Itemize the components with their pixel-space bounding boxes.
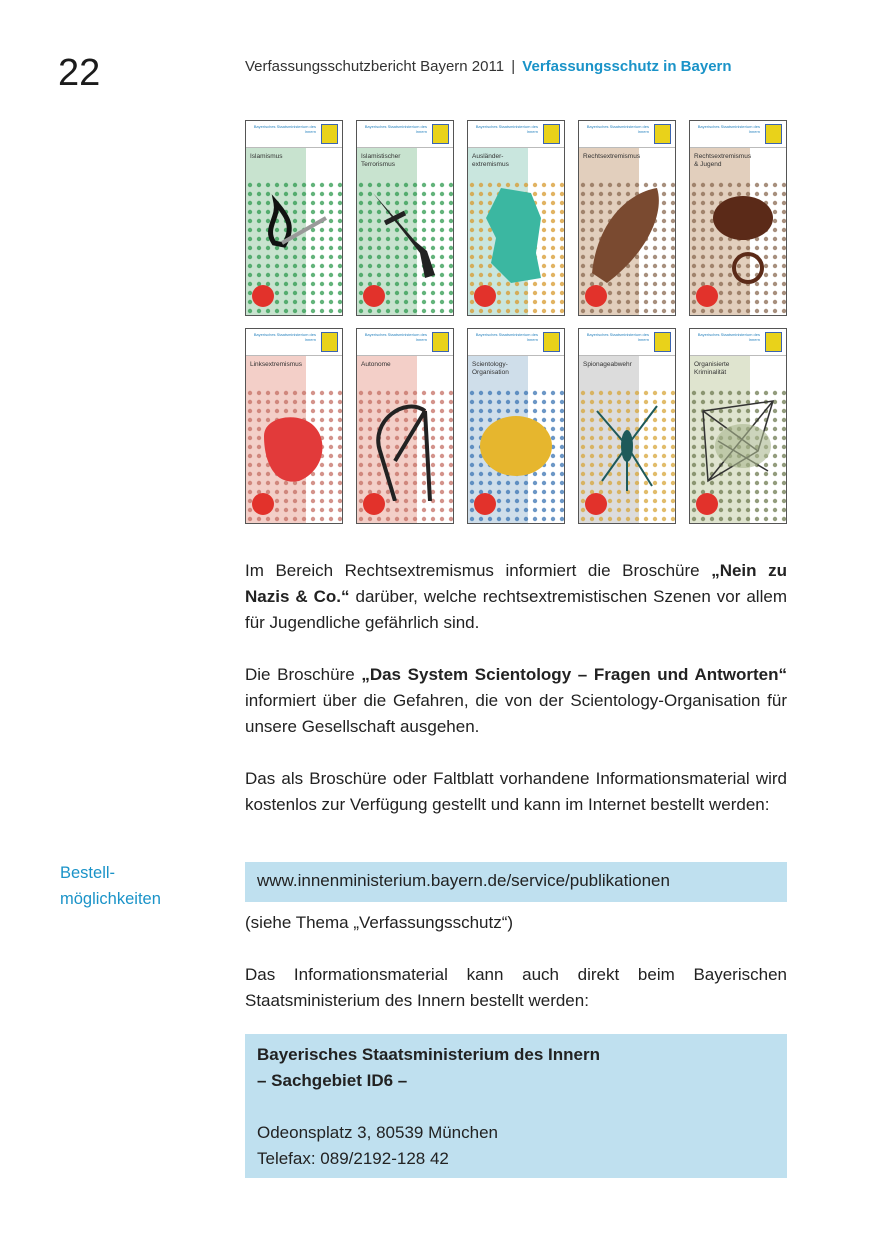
brain-icon (476, 391, 556, 501)
bavarian-crest-icon (432, 124, 449, 144)
paragraph-text: darüber, welche rechtsextremistischen Szenen vor allem für Jugendliche gefährlich sind. (245, 587, 787, 632)
cover-sticker-icon (363, 285, 385, 307)
brochure-cover (356, 328, 454, 524)
label-line: möglichkeiten (60, 890, 161, 908)
cover-title: Autonome (361, 361, 391, 368)
red-fist-icon (254, 391, 334, 501)
cover-ministry-text: Bayerisches Staatsministerium des Innern (475, 332, 538, 342)
cover-sticker-icon (585, 493, 607, 515)
cover-header (468, 121, 564, 148)
brochure-cover (578, 120, 676, 316)
order-options-label (60, 860, 161, 912)
cover-ministry-text: Bayerisches Staatsministerium des Innern (586, 124, 649, 134)
cover-header (690, 121, 786, 148)
cover-sticker-icon (696, 285, 718, 307)
rifle-icon (365, 183, 445, 293)
bavarian-crest-icon (765, 332, 782, 352)
cover-sticker-icon (474, 285, 496, 307)
brochure-title: „Nein zu Nazis & Co.“ (245, 561, 787, 606)
net-icon (698, 391, 778, 501)
cover-header (357, 329, 453, 356)
germany-map-icon (476, 183, 556, 293)
brochure-cover-grid (245, 120, 787, 536)
brochure-cover (578, 328, 676, 524)
fax-number: Telefax: 089/2192-128 42 (257, 1149, 449, 1168)
cover-title: Rechtsextremismus (583, 153, 641, 160)
paragraph-text: informiert über die Gefahren, die von der Scientology-Organisation für unsere Gesellschaft ausgehen. (245, 691, 787, 736)
cover-header (468, 329, 564, 356)
cover-ministry-text: Bayerisches Staatsministerium des Innern (586, 332, 649, 342)
cover-header (246, 329, 342, 356)
cover-ministry-text: Bayerisches Staatsministerium des Innern (364, 332, 427, 342)
cover-ministry-text: Bayerisches Staatsministerium des Innern (253, 124, 316, 134)
cover-title: Linksextremismus (250, 361, 303, 368)
cover-header (690, 329, 786, 356)
bavarian-crest-icon (321, 332, 338, 352)
ministry-name: Bayerisches Staatsministerium des Innern (257, 1045, 600, 1064)
cover-header (579, 121, 675, 148)
street-address: Odeonsplatz 3, 80539 München (257, 1123, 499, 1142)
brochure-cover (467, 328, 565, 524)
paragraph-rechtsextremismus (245, 558, 787, 636)
cover-ministry-text: Bayerisches Staatsministerium des Innern (253, 332, 316, 342)
paragraph-ordering-info: Das als Broschüre oder Faltblatt vorhandene Informationsmaterial wird kostenlos zur Verfügung gestellt und kann im Internet bestellt werden: (245, 769, 787, 814)
report-title: Verfassungsschutzbericht Bayern 2011 (245, 58, 505, 75)
paragraph-text: Die Broschüre (245, 665, 362, 684)
brochure-cover (356, 120, 454, 316)
cover-sticker-icon (585, 285, 607, 307)
running-header (245, 58, 732, 75)
skinhead-head-icon (698, 183, 778, 293)
cover-title: Organisierte Kriminalität (694, 361, 730, 376)
cover-ministry-text: Bayerisches Staatsministerium des Innern (697, 332, 760, 342)
cover-title: Rechtsextremismus & Jugend (694, 153, 752, 168)
cover-sticker-icon (474, 493, 496, 515)
cover-header (579, 329, 675, 356)
bavarian-crest-icon (432, 332, 449, 352)
mosquito-icon (587, 391, 667, 501)
cover-row (245, 120, 787, 316)
matchstick-flame-icon (254, 183, 334, 293)
brochure-cover (245, 328, 343, 524)
cover-ministry-text: Bayerisches Staatsministerium des Innern (364, 124, 427, 134)
slingshot-icon (365, 391, 445, 501)
cover-header (357, 121, 453, 148)
cover-sticker-icon (252, 285, 274, 307)
bavarian-crest-icon (543, 124, 560, 144)
bavarian-crest-icon (654, 124, 671, 144)
brochure-cover (467, 120, 565, 316)
bomber-jacket-icon (587, 183, 667, 293)
cover-title: Islamistischer Terrorismus (361, 153, 401, 168)
header-separator: | (511, 58, 516, 75)
label-line: Bestell- (60, 864, 116, 882)
page-number: 22 (58, 52, 101, 94)
department-unit: – Sachgebiet ID6 – (257, 1071, 408, 1090)
section-title: Verfassungsschutz in Bayern (522, 58, 732, 75)
cover-sticker-icon (252, 493, 274, 515)
brochure-cover (245, 120, 343, 316)
paragraph-direct-order: Das Informationsmaterial kann auch direkt beim Bayerischen Staatsministerium des Innern bestellt werden: (245, 965, 787, 1010)
url-box (245, 862, 787, 902)
brochure-cover (689, 328, 787, 524)
address-box (245, 1034, 787, 1178)
bavarian-crest-icon (543, 332, 560, 352)
cover-title: Ausländer-extremismus (472, 153, 509, 168)
bavarian-crest-icon (765, 124, 782, 144)
paragraph-text: Im Bereich Rechtsextremismus informiert die Broschüre (245, 561, 712, 580)
cover-title: Spionageabwehr (583, 361, 632, 368)
cover-title: Islamismus (250, 153, 283, 160)
cover-ministry-text: Bayerisches Staatsministerium des Innern (697, 124, 760, 134)
brochure-title: „Das System Scientology – Fragen und Antworten“ (361, 665, 787, 684)
cover-title: Scientology-Organisation (472, 361, 509, 376)
cover-sticker-icon (363, 493, 385, 515)
brochure-cover (689, 120, 787, 316)
paragraph-scientology (245, 662, 787, 740)
cover-header (246, 121, 342, 148)
cover-sticker-icon (696, 493, 718, 515)
cover-ministry-text: Bayerisches Staatsministerium des Innern (475, 124, 538, 134)
publications-url[interactable]: www.innenministerium.bayern.de/service/publikationen (257, 871, 670, 890)
cover-row (245, 328, 787, 524)
bavarian-crest-icon (654, 332, 671, 352)
topic-note: (siehe Thema „Verfassungsschutz“) (245, 913, 514, 932)
bavarian-crest-icon (321, 124, 338, 144)
